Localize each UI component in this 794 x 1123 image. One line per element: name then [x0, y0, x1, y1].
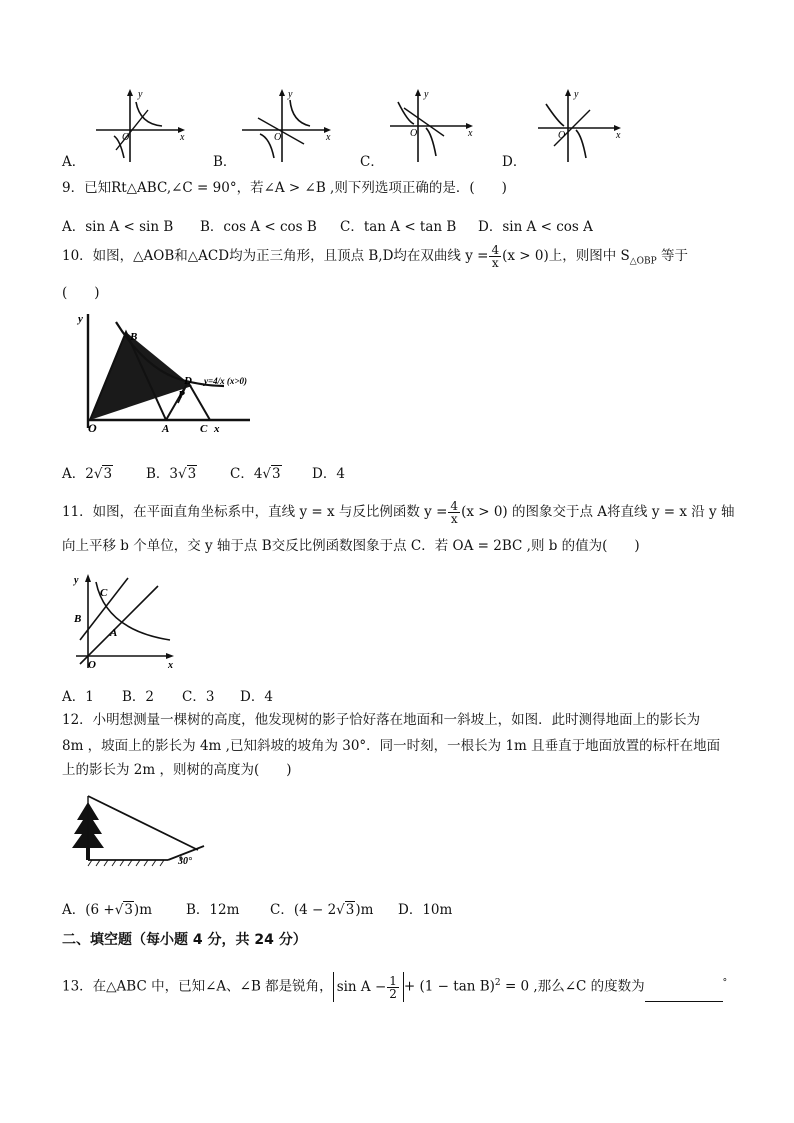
q11-label-x: x — [168, 660, 173, 671]
q9-option-a[interactable]: A．sin A < sin B — [62, 219, 174, 235]
q12-stem-line2: 8m ，坡面上的影长为 4m ,已知斜坡的坡角为 30°．同一时刻，一根长为 1m 且垂直于地面放置的标杆在地面 — [62, 738, 721, 754]
q11-option-c[interactable]: C．3 — [182, 689, 215, 705]
svg-text:y: y — [424, 89, 429, 100]
q9-option-b[interactable]: B．cos A < cos B — [200, 219, 317, 235]
sqrt-sign: √ — [178, 466, 187, 482]
q12-option-b[interactable]: B．12m — [186, 902, 240, 918]
sqrt-sign: √ — [114, 902, 124, 918]
svg-text:y: y — [574, 89, 579, 100]
q10-option-b-radicand: 3 — [187, 466, 197, 482]
section-heading-fill-in: 二、填空题（每小题 4 分，共 24 分） — [62, 932, 307, 948]
sqrt-sign: √ — [93, 466, 103, 482]
q11-option-a[interactable]: A．1 — [62, 689, 94, 705]
q11-stem-text-a: 11．如图，在平面直角坐标系中，直线 y = x 与反比例函数 y = — [62, 504, 448, 520]
q10-option-b[interactable] — [146, 462, 197, 482]
q12-option-a-tail: )m — [133, 902, 152, 918]
q9-option-d[interactable]: D．sin A < cos A — [478, 219, 593, 235]
q13-stem — [62, 968, 727, 1002]
q10-label-x: x — [214, 423, 220, 435]
q12-option-c-text: C．(4 − 2 — [270, 902, 337, 918]
svg-text:y: y — [138, 89, 143, 100]
q12-figure — [68, 790, 218, 872]
q12-option-a[interactable] — [62, 898, 152, 918]
q10-option-c[interactable] — [230, 462, 282, 482]
q11-frac-den: x — [450, 512, 458, 526]
q10-stem-text-c: 等于 — [656, 248, 689, 264]
q10-option-a[interactable] — [62, 462, 113, 482]
q12-option-a-text: A．(6 + — [62, 902, 115, 918]
q13-superscript: 2 — [494, 978, 501, 988]
q10-label-a: A — [162, 423, 170, 435]
q11-label-o: O — [88, 659, 96, 671]
q13-stem-text-a: 13．在△ABC 中，已知∠A、∠B 都是锐角， — [62, 978, 333, 995]
svg-text:O: O — [410, 128, 418, 139]
q10-stem — [62, 244, 688, 272]
sqrt-sign: √ — [336, 902, 345, 918]
q8-graph-a — [92, 88, 192, 164]
q10-stem-text-b: (x > 0)上，则图中 S — [502, 248, 630, 264]
svg-text:O: O — [274, 132, 282, 143]
q10-option-c-text: C．4 — [230, 466, 263, 482]
q10-option-a-radicand: 3 — [103, 466, 113, 482]
q10-label-y: y — [78, 313, 83, 325]
q12-option-c[interactable] — [270, 898, 373, 918]
q13-stem-text-b: + (1 − tan B) — [403, 978, 495, 995]
sqrt-sign: √ — [262, 466, 272, 482]
q10-option-a-text: A．2 — [62, 466, 94, 482]
q11-label-c: C — [100, 587, 108, 599]
q10-stem-text-a: 10．如图，△AOB和△ACD均为正三角形，且顶点 B,D均在双曲线 y = — [62, 248, 489, 264]
q13-answer-blank[interactable] — [645, 987, 723, 1002]
q8-option-c[interactable]: C． — [360, 154, 384, 170]
q8-option-b[interactable]: B． — [213, 154, 237, 170]
svg-text:x: x — [180, 132, 185, 143]
q12-angle-label: 30° — [178, 856, 192, 867]
q13-frac-den: 2 — [389, 986, 397, 1001]
q12-option-a-radicand: 3 — [124, 902, 133, 918]
q10-shaded-triangle-obp — [90, 332, 192, 420]
q10-subscript: △OBP — [629, 256, 657, 267]
q13-stem-text-c: = 0 ,那么∠C 的度数为 — [500, 978, 645, 995]
svg-text:x: x — [616, 130, 621, 141]
q12-option-c-radicand: 3 — [345, 902, 355, 918]
q10-option-d[interactable]: D．4 — [312, 466, 345, 482]
q8-option-d[interactable]: D． — [502, 154, 527, 170]
q12-stem-line1: 12．小明想测量一棵树的高度，他发现树的影子恰好落在地面和一斜坡上，如图．此时测得地面上的影长为 — [62, 712, 701, 728]
q10-paren: ( ) — [62, 285, 100, 301]
svg-text:x: x — [326, 132, 331, 143]
q13-fraction — [387, 975, 399, 1000]
q8-graph-b — [238, 88, 338, 164]
q12-option-c-tail: )m — [355, 902, 374, 918]
q8-option-a[interactable]: A． — [62, 154, 86, 170]
q10-label-o: O — [88, 421, 97, 435]
q9-stem: 9．已知Rt△ABC,∠C = 90°，若∠A > ∠B ,则下列选项正确的是．( ) — [62, 180, 507, 196]
svg-text:O: O — [122, 132, 130, 143]
q11-label-a: A — [110, 627, 118, 639]
q8-graph-c — [386, 88, 486, 164]
q10-fraction — [489, 244, 501, 269]
q13-frac-num: 1 — [389, 973, 397, 988]
q11-label-y: y — [74, 575, 79, 586]
svg-text:O: O — [558, 130, 566, 141]
q13-degree-mark: ° — [722, 978, 728, 988]
q10-label-d: D — [184, 375, 192, 387]
q10-label-curve: y=4/x (x>0) — [204, 376, 247, 386]
svg-text:y: y — [288, 89, 293, 100]
q11-option-b[interactable]: B．2 — [122, 689, 155, 705]
q13-abs-text: sin A − — [336, 978, 387, 995]
q12-stem-line3: 上的影长为 2m ，则树的高度为( ) — [62, 762, 292, 778]
q11-option-d[interactable]: D．4 — [240, 689, 273, 705]
q13-absolute-value — [333, 972, 404, 1002]
q10-option-b-text: B．3 — [146, 466, 179, 482]
q10-frac-num: 4 — [491, 243, 500, 257]
q8-graph-d — [534, 88, 634, 164]
q10-label-c: C — [200, 423, 208, 435]
q11-stem-line2: 向上平移 b 个单位，交 y 轴于点 B交反比例函数图象于点 C．若 OA = 2BC ,则 b 的值为( ) — [62, 538, 640, 554]
q10-option-c-radicand: 3 — [272, 466, 281, 482]
q11-figure — [66, 572, 181, 670]
q11-label-b: B — [74, 613, 82, 625]
q11-fraction — [448, 500, 460, 525]
q9-option-c[interactable]: C．tan A < tan B — [340, 219, 457, 235]
q11-frac-num: 4 — [450, 499, 459, 513]
q10-frac-den: x — [491, 256, 499, 270]
q10-figure — [74, 310, 274, 435]
q12-option-d[interactable]: D．10m — [398, 902, 453, 918]
q10-label-b: B — [130, 331, 138, 343]
q11-stem-text-b: (x > 0) 的图象交于点 A将直线 y = x 沿 y 轴 — [461, 504, 735, 520]
q10-label-p: P — [178, 389, 185, 401]
q11-stem-line1 — [62, 500, 734, 525]
svg-text:x: x — [468, 128, 473, 139]
